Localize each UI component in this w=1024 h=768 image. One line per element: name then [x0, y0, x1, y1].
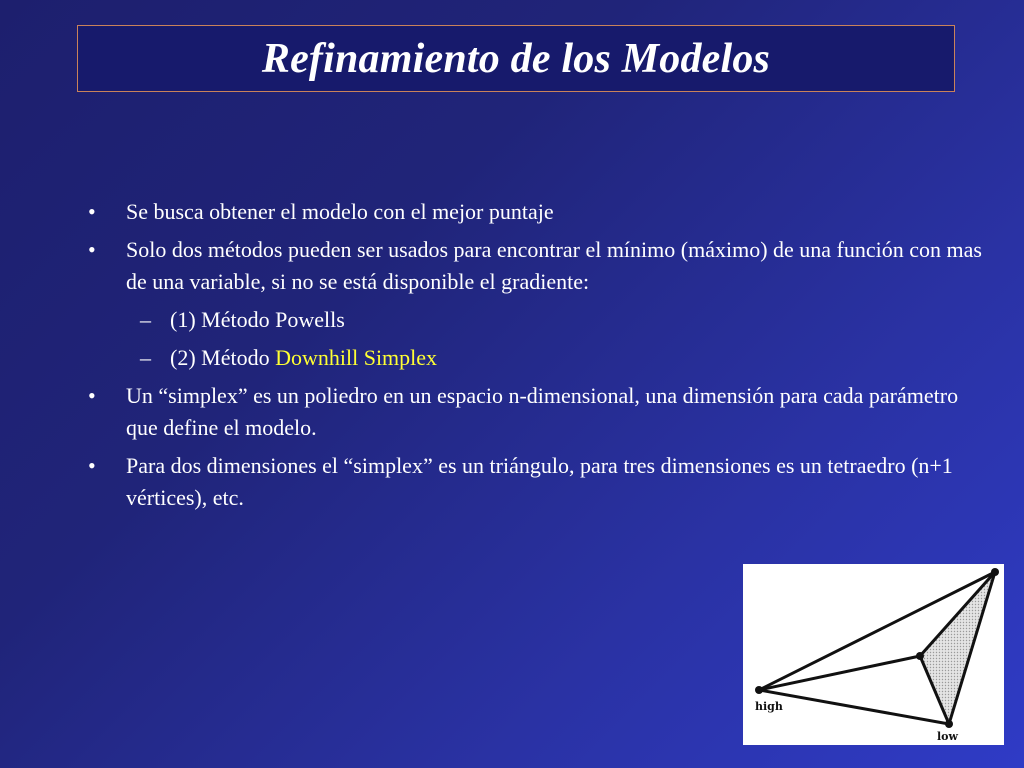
bullet-text: Un “simplex” es un poliedro en un espacio n-dimensional, una dimensión para cada parámetro que define el modelo. — [126, 383, 959, 440]
sub-bullet-text: (2) Método — [170, 345, 276, 370]
simplex-diagram — [743, 564, 1004, 745]
bullet-mark: • — [88, 199, 96, 224]
bullet-item — [88, 234, 988, 298]
title-box — [77, 25, 955, 92]
simplex-edge — [759, 690, 949, 724]
vertex-inner — [916, 652, 924, 660]
simplex-edge — [759, 656, 920, 690]
sub-bullet-mark: – — [140, 307, 151, 332]
bullet-item — [88, 196, 988, 228]
bullet-text: Para dos dimensiones el “simplex” es un triángulo, para tres dimensiones es un tetraedro (n+1 vértices), etc. — [126, 453, 953, 510]
sub-bullet-item — [88, 304, 988, 336]
shaded-face — [920, 572, 995, 724]
sub-bullet-item — [88, 342, 988, 374]
bullet-list — [88, 196, 988, 520]
bullet-mark: • — [88, 237, 96, 262]
bullet-text: Solo dos métodos pueden ser usados para encontrar el mínimo (máximo) de una función con mas de una variable, si no se está disponible el gradiente: — [126, 237, 982, 294]
label-high: high — [755, 700, 783, 713]
simplex-figure — [743, 564, 1004, 745]
bullet-item — [88, 450, 988, 514]
vertex-low — [945, 720, 953, 728]
bullet-mark: • — [88, 383, 96, 408]
bullet-mark: • — [88, 453, 96, 478]
vertex-top — [991, 568, 999, 576]
label-low: low — [937, 730, 958, 743]
vertex-high — [755, 686, 763, 694]
bullet-text: Se busca obtener el modelo con el mejor puntaje — [126, 199, 554, 224]
slide-title: Refinamiento de los Modelos — [261, 35, 771, 82]
sub-bullet-mark: – — [140, 345, 151, 370]
highlighted-term: Downhill Simplex — [275, 345, 438, 370]
sub-bullet-text: (1) Método Powells — [170, 307, 345, 332]
bullet-item — [88, 380, 988, 444]
